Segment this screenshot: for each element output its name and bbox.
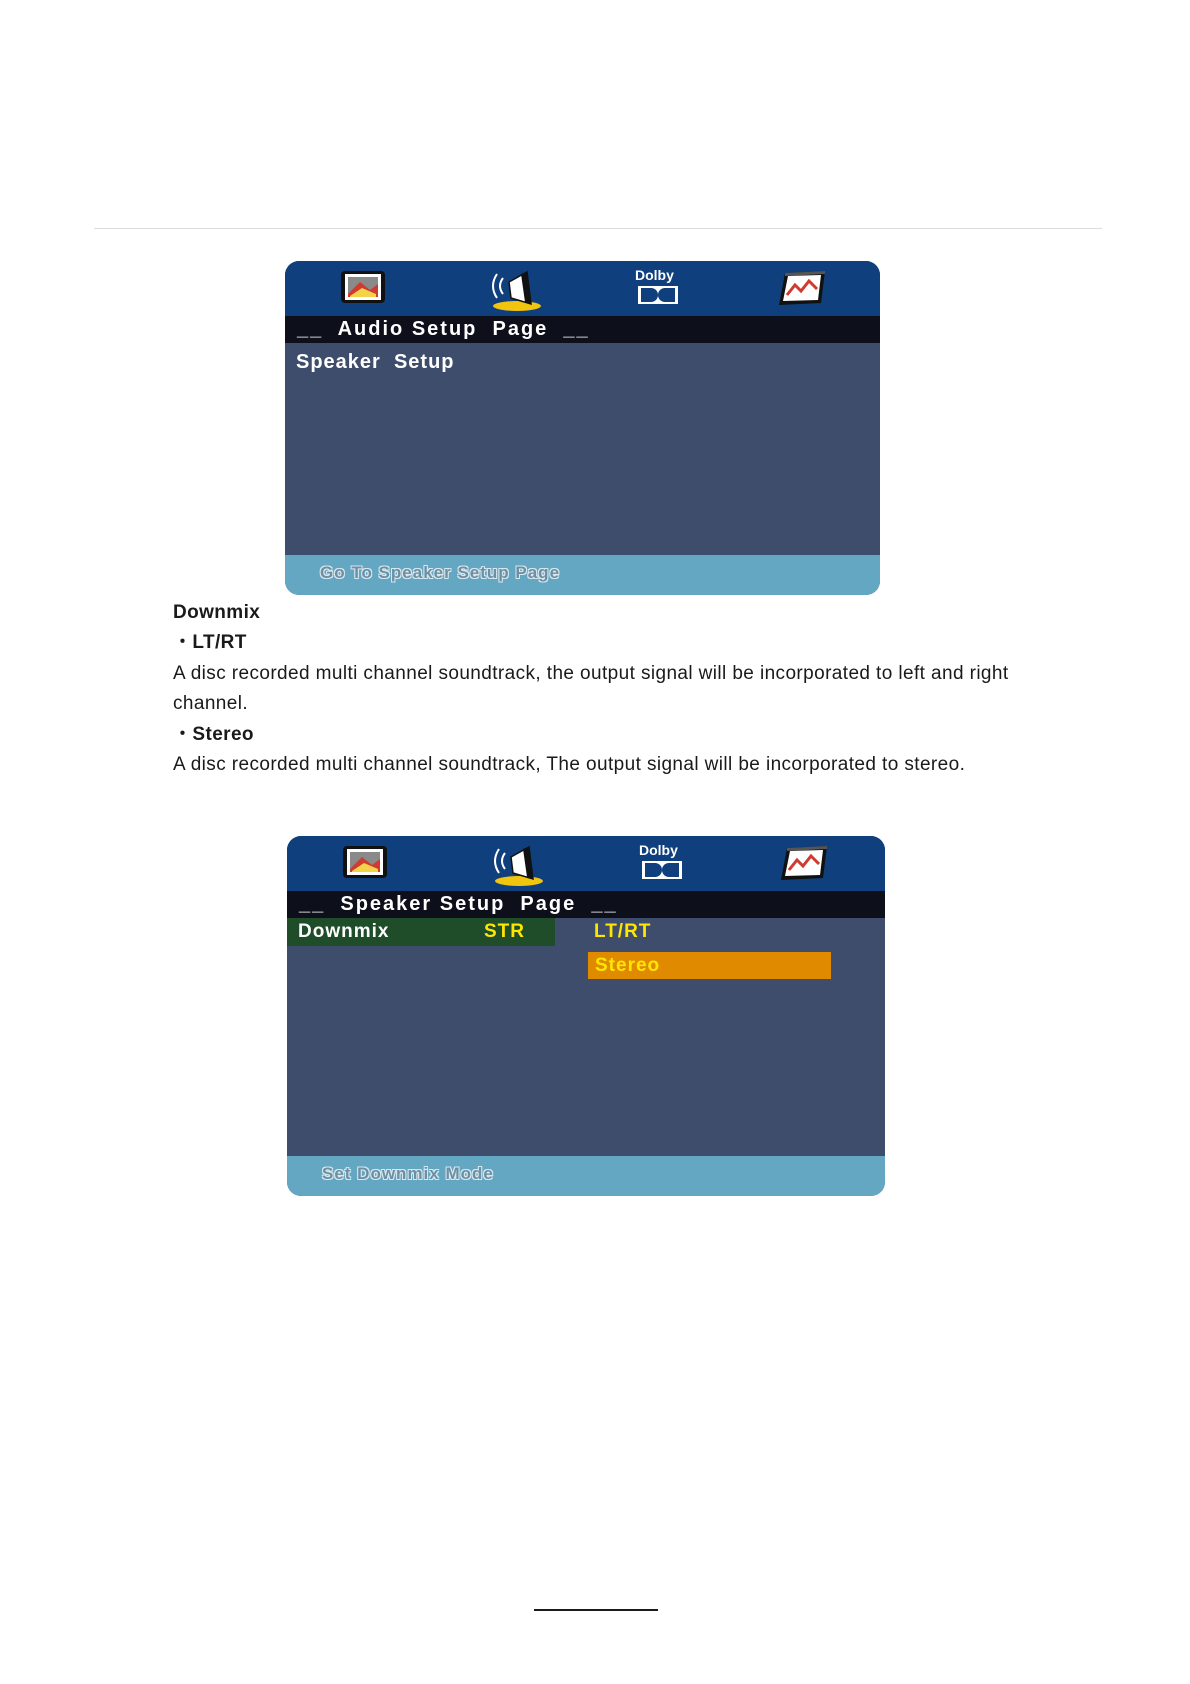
- chart-frame-icon[interactable]: [779, 844, 829, 882]
- section-heading: Downmix: [173, 602, 261, 623]
- downmix-row[interactable]: [287, 918, 555, 946]
- footer-hint: Go To Speaker Setup Page: [320, 563, 561, 582]
- osd-title-bar: [285, 316, 880, 343]
- dolby-icon[interactable]: [637, 285, 679, 305]
- tv-picture-icon[interactable]: [342, 845, 388, 879]
- speaker-audio-icon[interactable]: [489, 843, 545, 887]
- speaker-setup-osd: [287, 836, 885, 1196]
- downmix-value: STR: [484, 921, 525, 942]
- dolby-label: Dolby: [639, 842, 678, 858]
- audio-setup-osd: [285, 261, 880, 595]
- bullet-stereo: ・Stereo: [173, 724, 254, 745]
- osd-title-bar: [287, 891, 885, 918]
- option-ltrt[interactable]: LT/RT: [594, 921, 652, 942]
- ltrt-description-line2: channel.: [173, 693, 249, 714]
- osd-footer: [285, 555, 880, 595]
- option-stereo[interactable]: [588, 952, 831, 979]
- speaker-audio-icon[interactable]: [487, 268, 543, 312]
- dolby-icon[interactable]: [641, 860, 683, 880]
- speaker-setup-item[interactable]: Speaker Setup: [296, 351, 455, 373]
- osd-icon-bar: [285, 261, 880, 316]
- ltrt-description-line1: A disc recorded multi channel soundtrack, the output signal will be incorporated to left and right: [173, 663, 1009, 684]
- tv-picture-icon[interactable]: [340, 270, 386, 304]
- footer-rule: [534, 1609, 658, 1611]
- osd-icon-bar: [287, 836, 885, 891]
- footer-hint: Set Downmix Mode: [322, 1164, 494, 1183]
- dolby-label: Dolby: [635, 267, 674, 283]
- osd-footer: [287, 1156, 885, 1196]
- bullet-ltrt: ・LT/RT: [173, 632, 247, 653]
- page-title: __ Audio Setup Page __: [297, 318, 590, 340]
- chart-frame-icon[interactable]: [777, 269, 827, 307]
- header-rule: [94, 228, 1102, 229]
- option-stereo-label: Stereo: [595, 955, 661, 976]
- downmix-label: Downmix: [298, 921, 390, 942]
- stereo-description: A disc recorded multi channel soundtrack, The output signal will be incorporated to stereo.: [173, 754, 966, 775]
- page-title: __ Speaker Setup Page __: [299, 893, 618, 915]
